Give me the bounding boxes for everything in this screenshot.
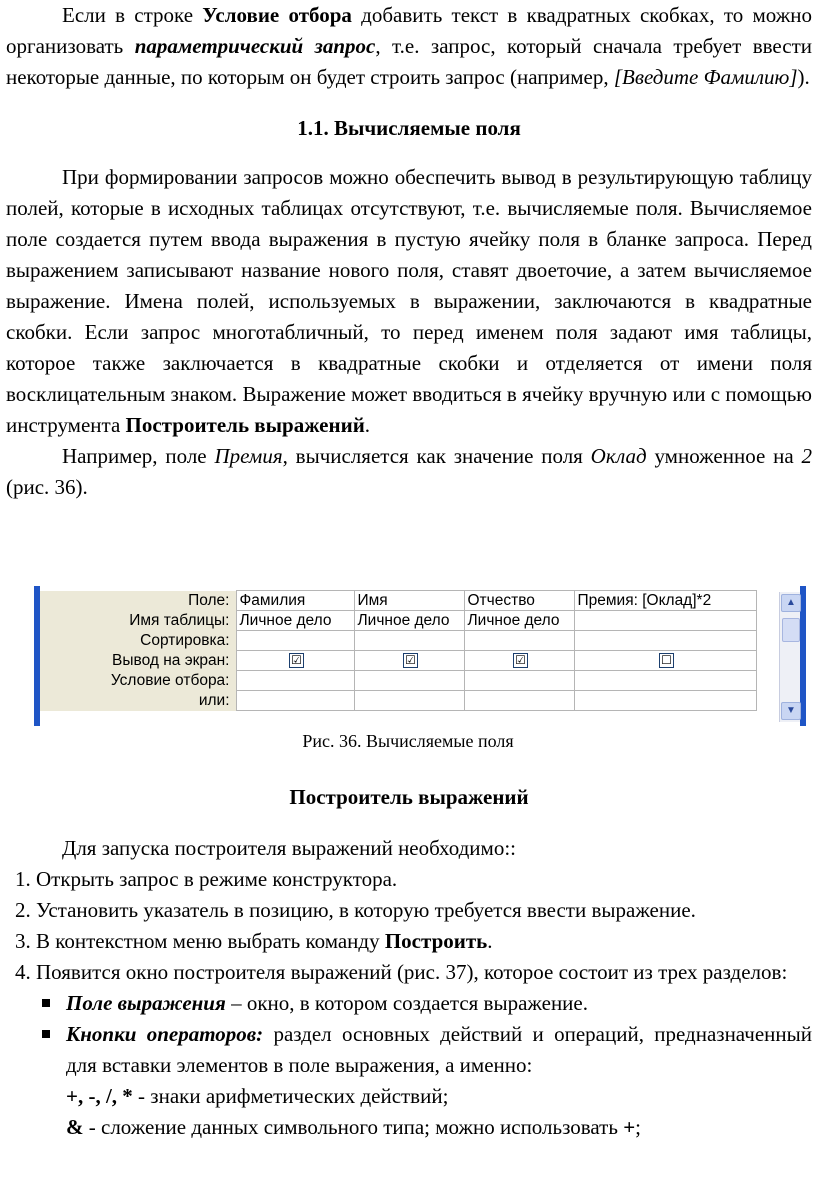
list-item: 3. В контекстном меню выбрать команду Построить. — [36, 926, 812, 957]
row-sort: Сортировка: — [40, 631, 756, 651]
operator-line: & - сложение данных символьного типа; можно использовать +; — [66, 1115, 641, 1139]
cell-or[interactable] — [574, 691, 756, 711]
cell-field[interactable]: Имя — [354, 591, 464, 611]
cell-table[interactable]: Личное дело — [354, 611, 464, 631]
cell-or[interactable] — [354, 691, 464, 711]
cell-sort[interactable] — [574, 631, 756, 651]
scroll-thumb[interactable] — [782, 618, 800, 642]
show-checkbox[interactable]: ☐ — [659, 653, 674, 668]
section-heading-builder: Построитель выражений — [289, 785, 529, 809]
cell-criteria[interactable] — [236, 671, 354, 691]
cell-field[interactable]: Премия: [Оклад]*2 — [574, 591, 756, 611]
list-item: 1. Открыть запрос в режиме конструктора. — [36, 864, 812, 895]
figure-caption: Рис. 36. Вычисляемые поля — [302, 731, 514, 751]
cell-criteria[interactable] — [464, 671, 574, 691]
steps-list — [6, 864, 812, 988]
cell-sort[interactable] — [236, 631, 354, 651]
cell-or[interactable] — [236, 691, 354, 711]
scroll-down-icon[interactable]: ▼ — [781, 702, 801, 720]
query-grid — [40, 590, 757, 711]
query-design-grid-figure — [34, 586, 806, 726]
row-or: или: — [40, 691, 756, 711]
cell-criteria[interactable] — [574, 671, 756, 691]
document-page-lower — [6, 782, 812, 1143]
list-item: 2. Установить указатель в позицию, в которую требуется ввести выражение. — [36, 895, 812, 926]
paragraph-example: Например, поле Премия, вычисляется как значение поля Оклад умноженное на 2 (рис. 36). — [6, 444, 812, 499]
row-criteria: Условие отбора: — [40, 671, 756, 691]
operator-line: +, -, /, * - знаки арифметических действий; — [66, 1084, 449, 1108]
cell-criteria[interactable] — [354, 671, 464, 691]
paragraph-builder-intro: Для запуска построителя выражений необходимо:: — [62, 836, 516, 860]
sections-list — [6, 988, 812, 1081]
list-item: Поле выражения – окно, в котором создается выражение. — [66, 988, 812, 1019]
cell-table[interactable]: Личное дело — [464, 611, 574, 631]
cell-field[interactable]: Фамилия — [236, 591, 354, 611]
document-page — [6, 0, 812, 503]
cell-field[interactable]: Отчество — [464, 591, 574, 611]
row-table-name: Имя таблицы: Личное дело Личное дело Личное дело — [40, 611, 756, 631]
paragraph-parametric-query: Если в строке Условие отбора добавить текст в квадратных скобках, то можно организовать параметрический запрос, т.е. запрос, который сначала требует ввести некоторые данные, по которым он будет строить запрос (например, [Введите Фамилию]). — [6, 3, 812, 89]
cell-sort[interactable] — [464, 631, 574, 651]
cell-sort[interactable] — [354, 631, 464, 651]
vertical-scrollbar[interactable] — [779, 592, 800, 722]
row-field: Поле: Фамилия Имя Отчество Премия: [Оклад]*2 — [40, 591, 756, 611]
cell-table[interactable] — [574, 611, 756, 631]
scroll-up-icon[interactable]: ▲ — [781, 594, 801, 612]
row-show: Вывод на экран: ☑ ☑ ☑ ☐ — [40, 651, 756, 671]
list-item: 4. Появится окно построителя выражений (рис. 37), которое состоит из трех разделов: — [36, 957, 812, 988]
show-checkbox[interactable]: ☑ — [289, 653, 304, 668]
paragraph-calculated-fields: При формировании запросов можно обеспечить вывод в результирующую таблицу полей, которые в исходных таблицах отсутствуют, т.е. вычисляемые поля. Вычисляемое поле создается путем ввода выражения в пустую ячейку поля в бланке запроса. Перед выражением записывают название нового поля, ставят двоеточие, а затем вычисляемое выражение. Имена полей, используемых в выражении, заключаются в квадратные скобки. Если запрос многотабличный, то перед именем поля задают имя таблицы, которое также заключается в квадратные скобки и отделяется от имени поля восклицательным знаком. Выражение может вводиться в ячейку вручную или с помощью инструмента Построитель выражений. — [6, 165, 812, 437]
show-checkbox[interactable]: ☑ — [513, 653, 528, 668]
show-checkbox[interactable]: ☑ — [403, 653, 418, 668]
cell-table[interactable]: Личное дело — [236, 611, 354, 631]
cell-or[interactable] — [464, 691, 574, 711]
list-item: Кнопки операторов: раздел основных действий и операций, предназначенный для вставки элементов в поле выражения, а именно: — [66, 1019, 812, 1081]
section-heading: 1.1. Вычисляемые поля — [297, 116, 521, 140]
